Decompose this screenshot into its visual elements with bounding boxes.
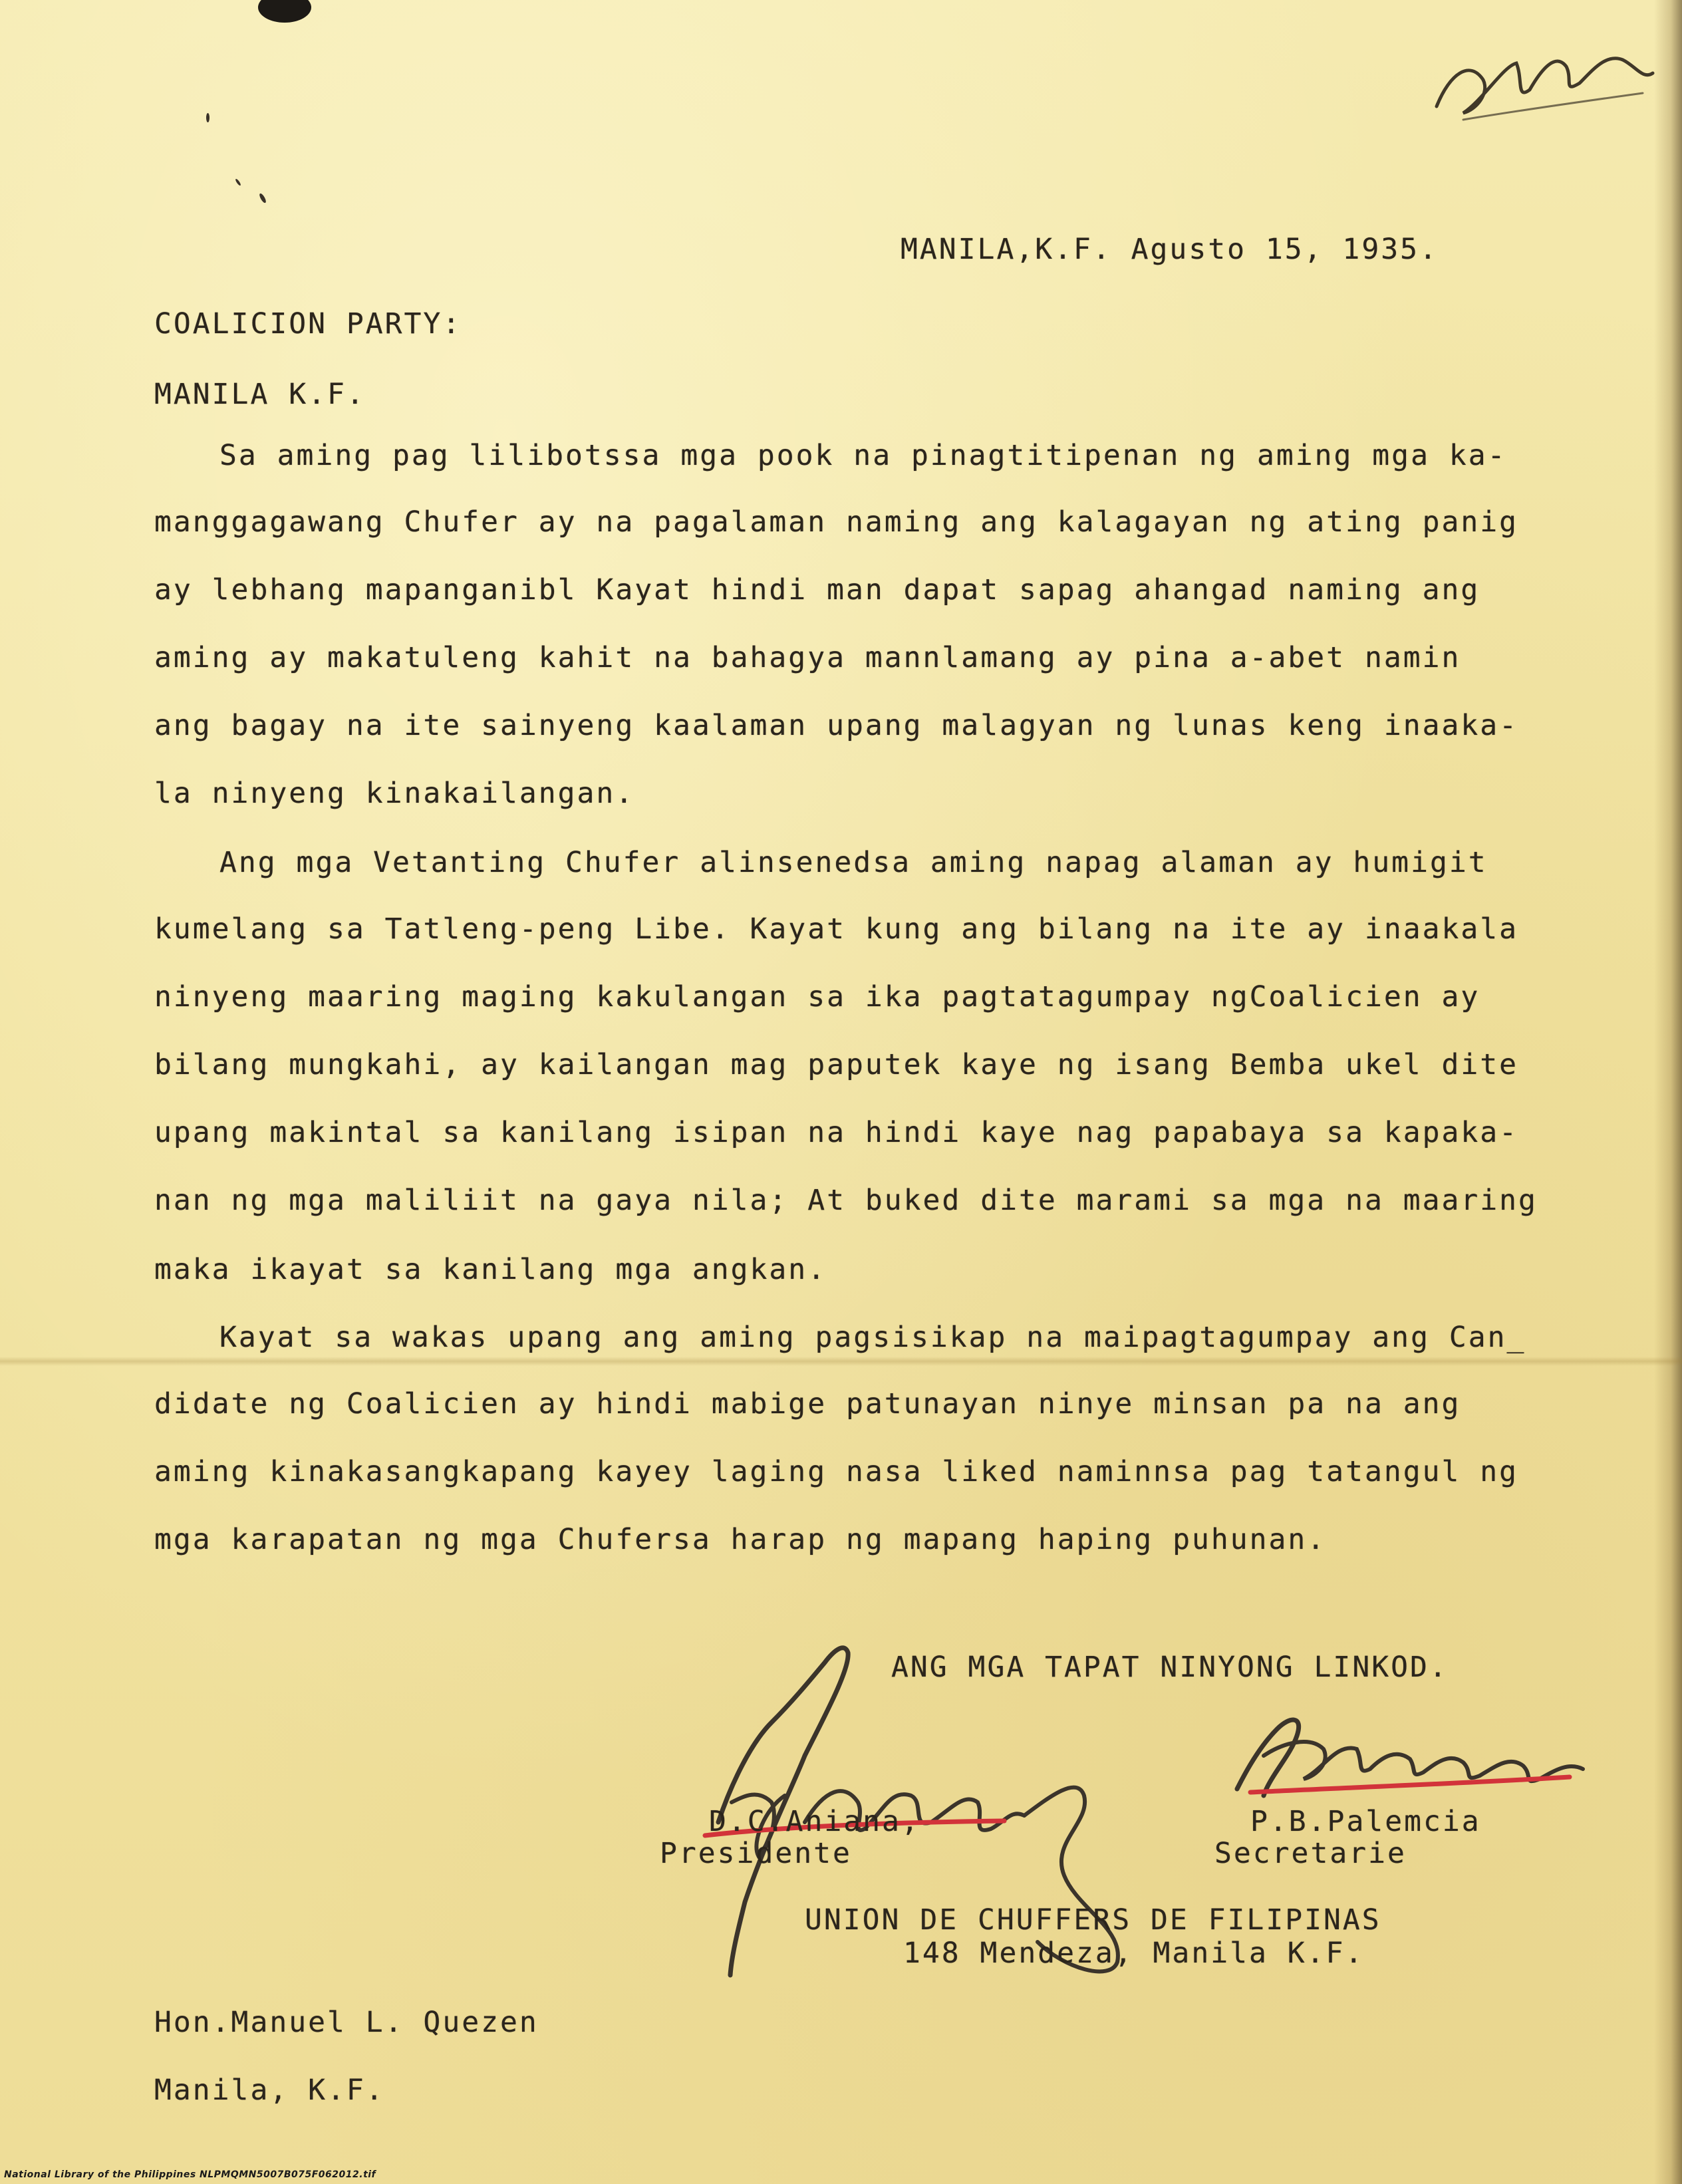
- body-line: mga karapatan ng mga Chufersa harap ng mapang haping puhunan.: [154, 1523, 1327, 1556]
- body-line: la ninyeng kinakailangan.: [154, 777, 635, 810]
- body-line: Ang mga Vetanting Chufer alinsenedsa aming napag alaman ay humigit: [219, 846, 1488, 879]
- salutation-city: MANILA K.F.: [154, 378, 366, 411]
- signatory-title-aniana: Presidente: [660, 1837, 852, 1870]
- ink-speck: [258, 193, 267, 204]
- closing-line: ANG MGA TAPAT NINYONG LINKOD.: [891, 1651, 1449, 1684]
- organization-name: UNION DE CHUFFERS DE FILIPINAS: [805, 1903, 1381, 1937]
- signatory-title-palemcia: Secretarie: [1214, 1837, 1407, 1870]
- signature-palemcia: [1224, 1703, 1596, 1816]
- recipient-name: Hon.Manuel L. Quezen: [154, 2006, 539, 2039]
- body-line: didate ng Coalicien ay hindi mabige patunayan ninye minsan pa na ang: [154, 1387, 1461, 1421]
- letter-date: MANILA,K.F. Agusto 15, 1935.: [901, 233, 1439, 266]
- signatory-name-palemcia: P.B.Palemcia: [1250, 1805, 1481, 1838]
- body-line: nan ng mga maliliit na gaya nila; At buked dite marami sa mga na maaring: [154, 1184, 1538, 1217]
- body-line: aming kinakasangkapang kayey laging nasa liked naminnsa pag tatangul ng: [154, 1455, 1519, 1488]
- body-line: bilang mungkahi, ay kailangan mag paputek kaye ng isang Bemba ukel dite: [154, 1048, 1519, 1081]
- salutation-party: COALICION PARTY:: [154, 307, 462, 341]
- body-line: kumelang sa Tatleng-peng Libe. Kayat kung ang bilang na ite ay inaakala: [154, 912, 1519, 946]
- ink-speck: [235, 178, 241, 186]
- body-line: ay lebhang mapanganibl Kayat hindi man dapat sapag ahangad naming ang: [154, 573, 1480, 607]
- body-line: manggagawang Chufer ay na pagalaman naming ang kalagayan ng ating panig: [154, 505, 1519, 539]
- organization-address: 148 Mendeza, Manila K.F.: [903, 1937, 1365, 1970]
- body-line: maka ikayat sa kanilang mga angkan.: [154, 1253, 827, 1286]
- archive-credit: National Library of the Philippines: [4, 2169, 196, 2180]
- archive-filename: NLPMQMN5007B075F062012.tif: [200, 2169, 376, 2180]
- body-line: ang bagay na ite sainyeng kaalaman upang malagyan ng lunas keng inaaka-: [154, 709, 1519, 742]
- recipient-city: Manila, K.F.: [154, 2074, 385, 2107]
- body-line: Kayat sa wakas upang ang aming pagsisikap na maipagtagumpay ang Can_: [219, 1321, 1526, 1354]
- body-line: Sa aming pag lilibotssa mga pook na pinagtitipenan ng aming mga ka-: [219, 439, 1507, 472]
- paper-fold: [0, 1357, 1682, 1366]
- punch-hole: [258, 0, 311, 23]
- signatory-name-aniana: D.C.Aniana,: [709, 1805, 920, 1838]
- corner-annotation: [1423, 27, 1663, 140]
- body-line: aming ay makatuleng kahit na bahagya mannlamang ay pina a-abet namin: [154, 641, 1461, 674]
- ink-speck: [206, 113, 210, 122]
- paper-edge-shadow: [1654, 0, 1682, 2184]
- body-line: upang makintal sa kanilang isipan na hindi kaye nag papabaya sa kapaka-: [154, 1116, 1519, 1149]
- body-line: ninyeng maaring maging kakulangan sa ika pagtatagumpay ngCoalicien ay: [154, 980, 1480, 1014]
